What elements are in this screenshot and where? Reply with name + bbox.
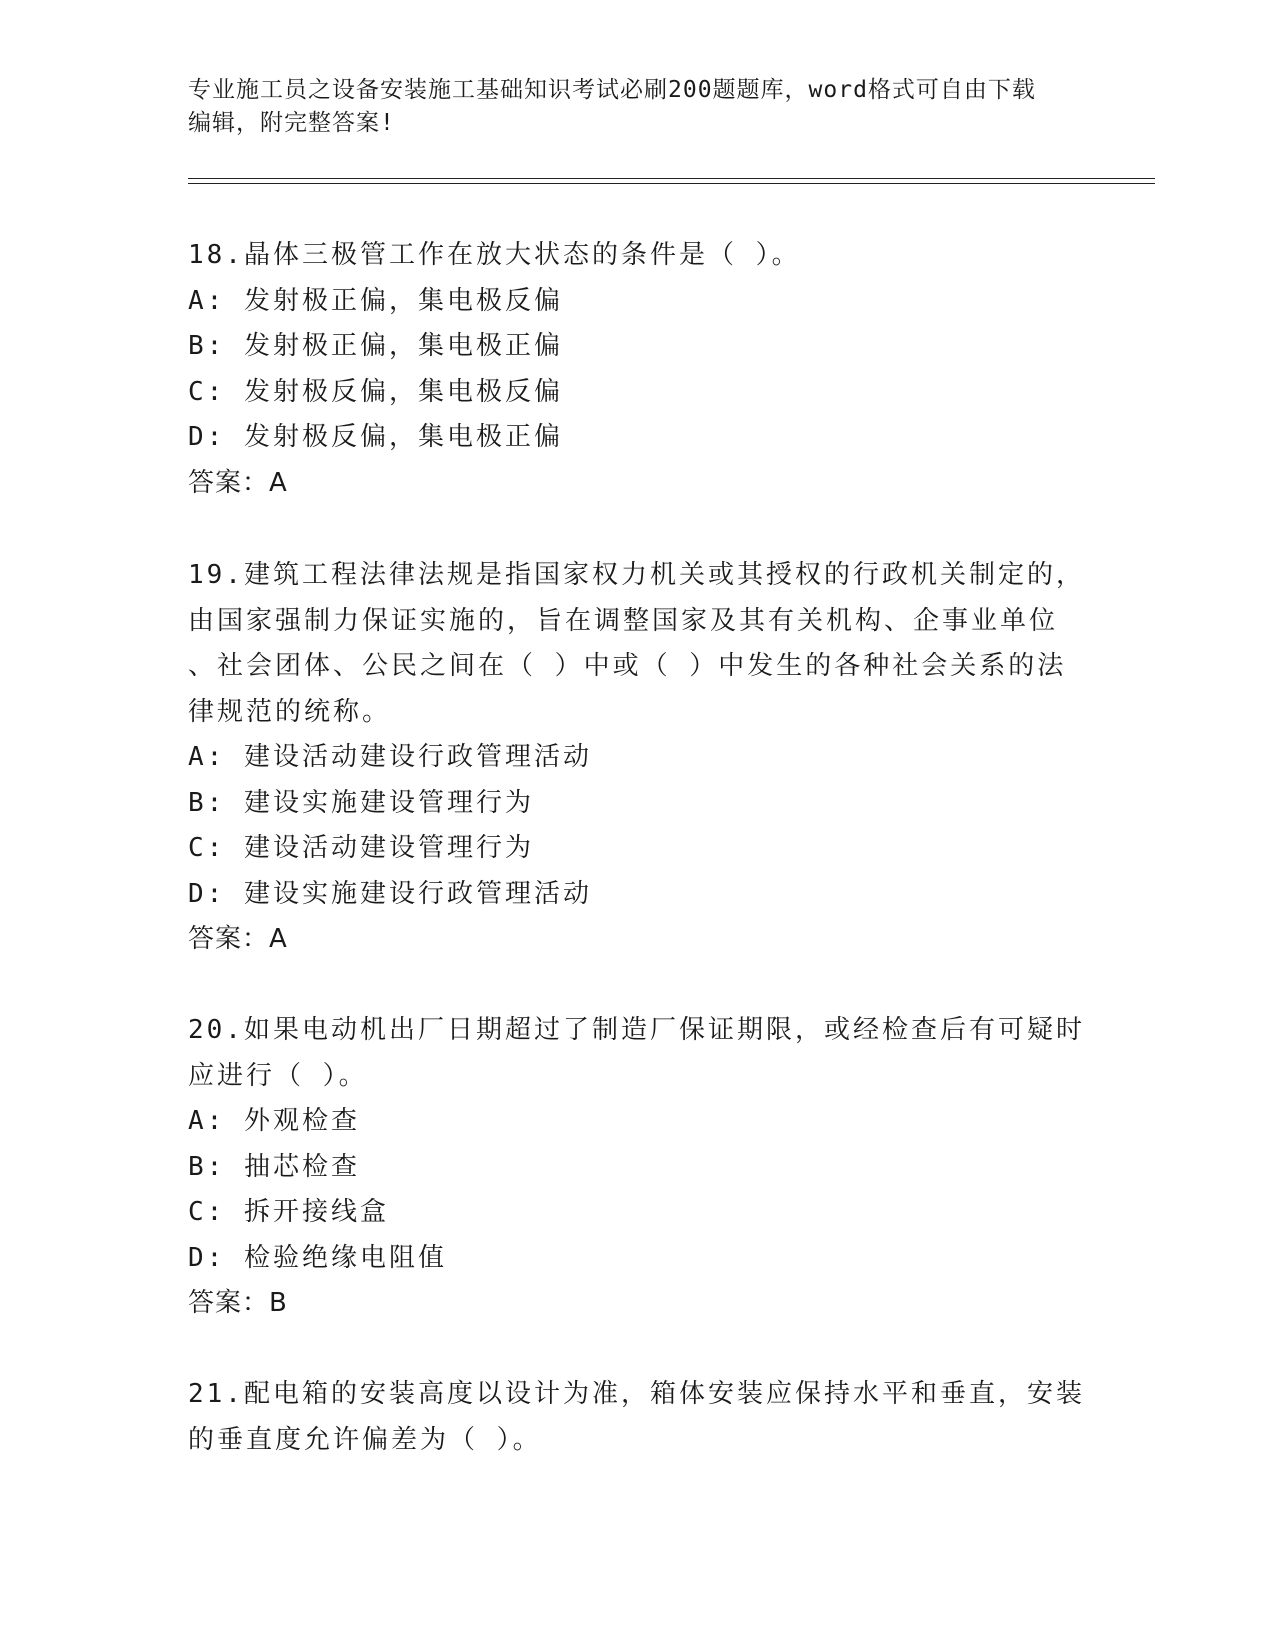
answer: 答案：B bbox=[188, 1288, 288, 1318]
option-d: D: 建设实施建设行政管理活动 bbox=[188, 878, 592, 909]
header-title-line-1: 专业施工员之设备安装施工基础知识考试必刷200题题库，word格式可自由下载 bbox=[188, 77, 1036, 103]
header-divider-bottom bbox=[188, 183, 1155, 184]
question-text: 应进行（ ）。 bbox=[188, 1060, 368, 1091]
question-18 bbox=[188, 233, 1088, 506]
question-text: 的垂直度允许偏差为（ ）。 bbox=[188, 1424, 542, 1455]
question-text: 律规范的统称。 bbox=[188, 696, 392, 727]
question-text: 19.建筑工程法律法规是指国家权力机关或其授权的行政机关制定的， bbox=[188, 560, 1085, 590]
header-divider-top bbox=[188, 178, 1155, 179]
option-b: B: 建设实施建设管理行为 bbox=[188, 787, 534, 818]
option-a: A: 建设活动建设行政管理活动 bbox=[188, 742, 592, 772]
document-header bbox=[188, 74, 1088, 140]
question-19 bbox=[188, 553, 1088, 963]
option-d: D: 发射极反偏，集电极正偏 bbox=[188, 422, 563, 452]
question-text: 由国家强制力保证实施的，旨在调整国家及其有关机构、企事业单位 bbox=[188, 605, 1059, 636]
question-21 bbox=[188, 1372, 1088, 1463]
answer: 答案：A bbox=[188, 467, 288, 498]
answer: 答案：A bbox=[188, 924, 288, 954]
question-20 bbox=[188, 1008, 1088, 1327]
question-text: 、社会团体、公民之间在（ ）中或（ ）中发生的各种社会关系的法 bbox=[188, 651, 1067, 681]
option-c: C: 拆开接线盒 bbox=[188, 1197, 389, 1227]
option-a: A: 发射极正偏，集电极反偏 bbox=[188, 285, 563, 316]
header-title-line-2: 编辑，附完整答案! bbox=[188, 110, 395, 136]
option-c: C: 建设活动建设管理行为 bbox=[188, 833, 534, 863]
question-text: 20.如果电动机出厂日期超过了制造厂保证期限，或经检查后有可疑时 bbox=[188, 1015, 1085, 1045]
option-b: B: 发射极正偏，集电极正偏 bbox=[188, 331, 563, 361]
question-text: 21.配电箱的安装高度以设计为准，箱体安装应保持水平和垂直，安装 bbox=[188, 1379, 1085, 1409]
option-d: D: 检验绝缘电阻值 bbox=[188, 1242, 447, 1273]
option-b: B: 抽芯检查 bbox=[188, 1151, 360, 1182]
question-text: 18.晶体三极管工作在放大状态的条件是（ ）。 bbox=[188, 240, 801, 270]
option-c: C: 发射极反偏，集电极反偏 bbox=[188, 376, 563, 407]
option-a: A: 外观检查 bbox=[188, 1106, 360, 1136]
